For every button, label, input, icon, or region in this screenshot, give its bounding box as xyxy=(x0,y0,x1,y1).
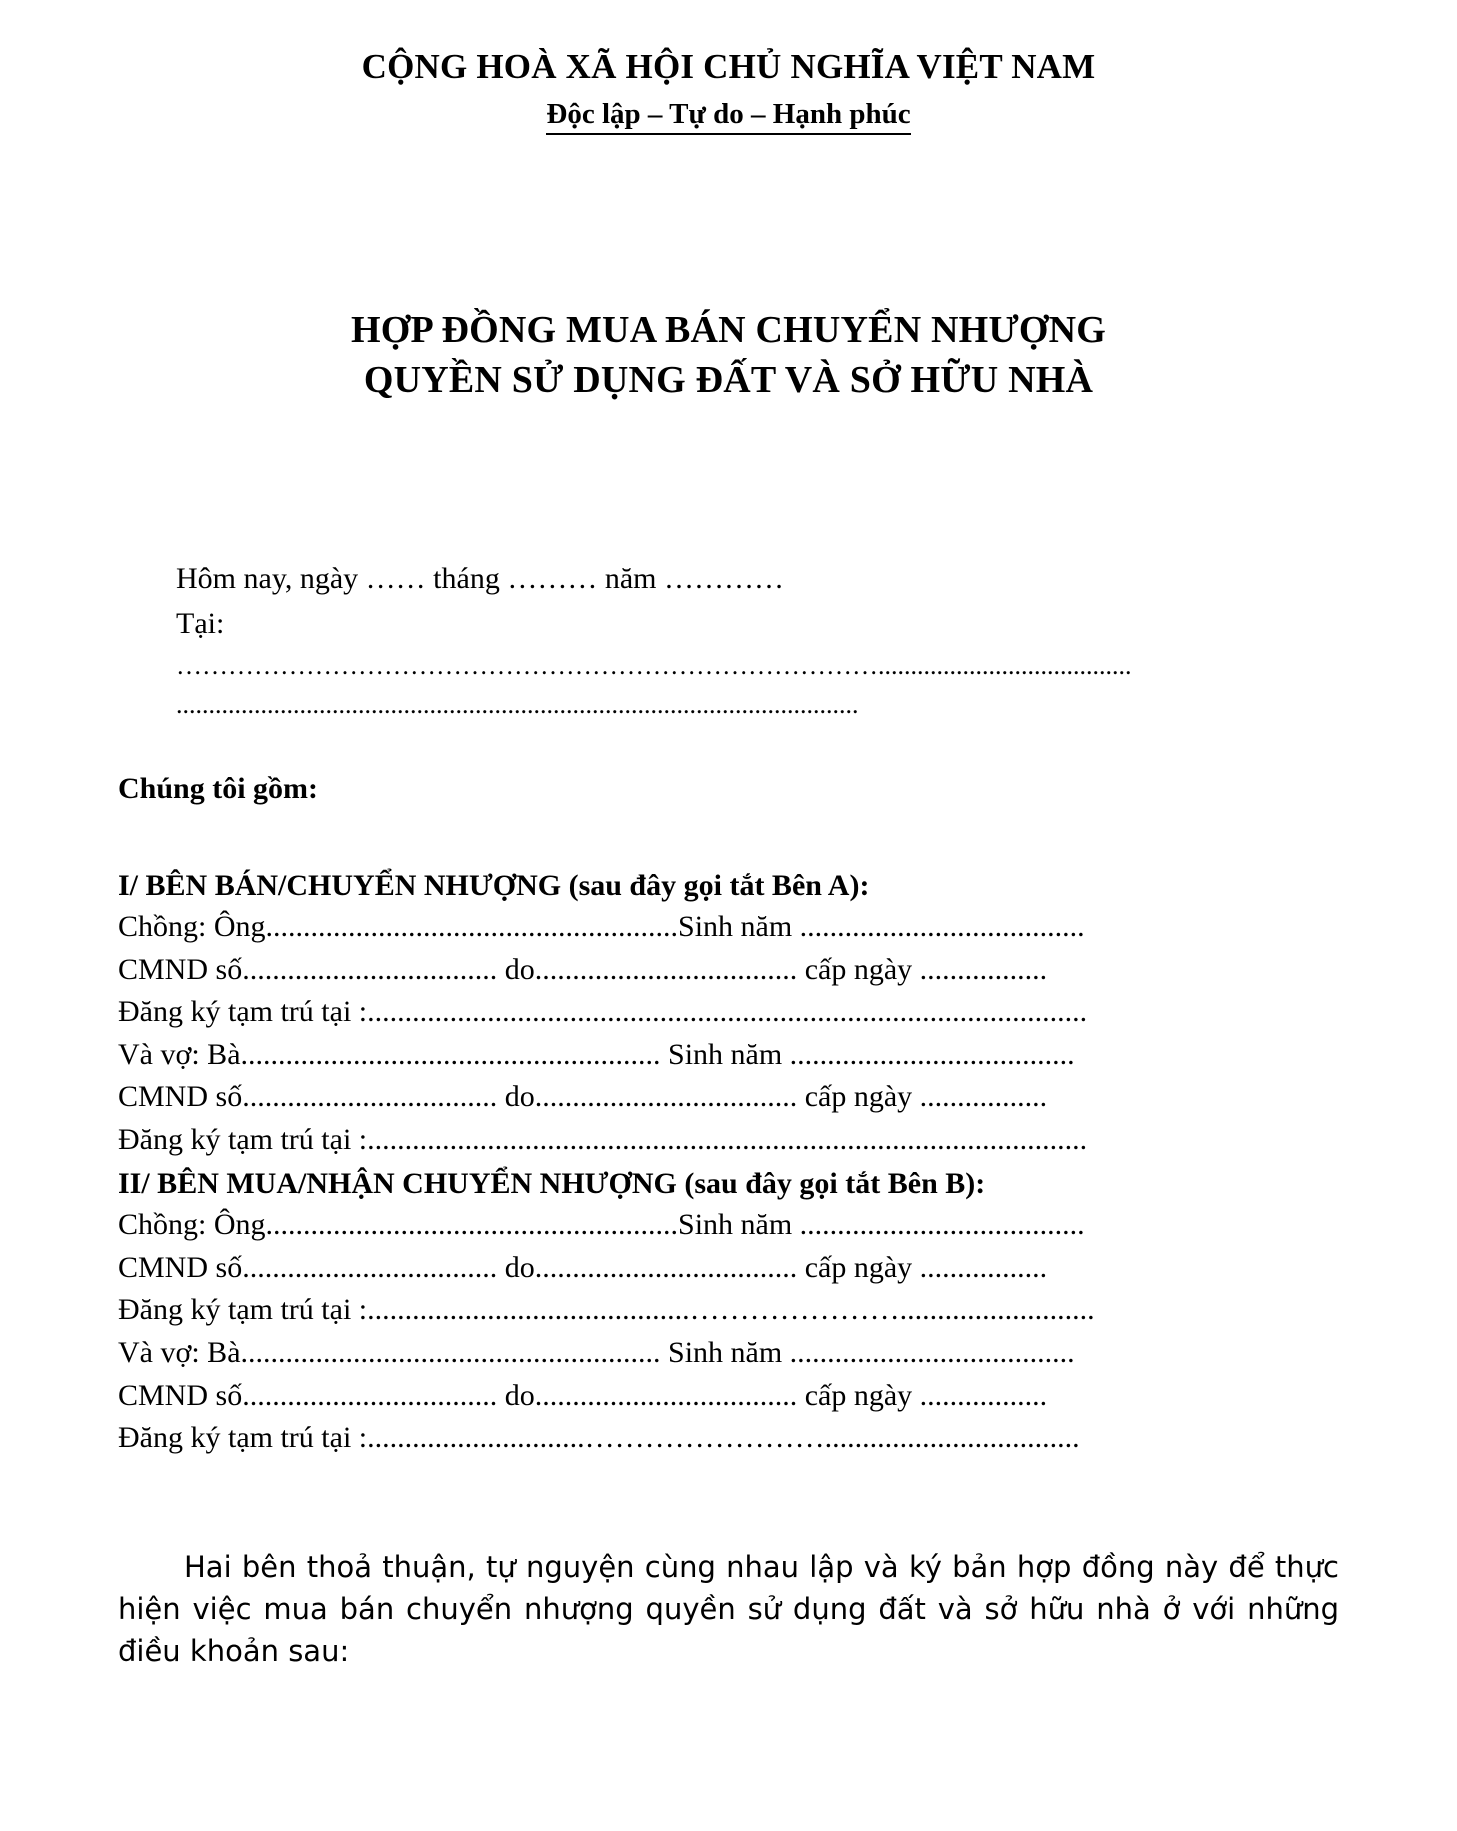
closing-paragraph xyxy=(118,1546,1339,1672)
party-b-wife-line: Và vợ: Bà........................................................ Sinh năm ...................................... xyxy=(118,1335,1075,1369)
national-header xyxy=(118,46,1339,135)
party-a-heading: I/ BÊN BÁN/CHUYỂN NHƯỢNG (sau đây gọi tắt Bên A): xyxy=(118,868,870,902)
we-include-heading: Chúng tôi gồm: xyxy=(118,771,319,805)
intro-date-line: Hôm nay, ngày …… tháng ……… năm ………… xyxy=(176,561,784,595)
party-b-husband-residence-line: Đăng ký tạm trú tại :...........................................………………….......................... xyxy=(118,1293,1095,1327)
intro-place-label: Tại: xyxy=(176,606,225,640)
party-b-husband-line: Chồng: Ông.......................................................Sinh năm ...................................... xyxy=(118,1208,1085,1242)
party-a-section xyxy=(118,866,1339,1162)
national-header-country: CỘNG HOÀ XÃ HỘI CHỦ NGHĨA VIỆT NAM xyxy=(361,47,1096,86)
page-title xyxy=(118,305,1339,405)
party-b-husband-id-line: CMND số.................................. do................................... cấp ngày ................. xyxy=(118,1250,1048,1284)
national-header-motto: Độc lập – Tự do – Hạnh phúc xyxy=(546,96,910,135)
party-a-husband-line: Chồng: Ông.......................................................Sinh năm ...................................... xyxy=(118,910,1085,944)
party-a-wife-residence-line: Đăng ký tạm trú tại :................................................................................................ xyxy=(118,1123,1088,1157)
party-b-wife-id-line: CMND số.................................. do................................... cấp ngày ................. xyxy=(118,1378,1048,1412)
page-title-line-1: HỢP ĐỒNG MUA BÁN CHUYỂN NHƯỢNG xyxy=(350,309,1107,352)
party-b-section xyxy=(118,1164,1339,1460)
intro-blank-line-1: ………………………………………………………………………....................................... xyxy=(176,650,1132,680)
intro-block xyxy=(118,556,1339,724)
page-title-line-2: QUYỀN SỬ DỤNG ĐẤT VÀ SỞ HỮU NHÀ xyxy=(363,359,1094,402)
closing-paragraph-text: Hai bên thoả thuận, tự nguyện cùng nhau lập và ký bản hợp đồng này để thực hiện việc mua bán chuyển nhượng quyền sử dụng đất và sở hữu nhà ở với những điều khoản sau: xyxy=(118,1549,1339,1668)
party-a-husband-residence-line: Đăng ký tạm trú tại :................................................................................................ xyxy=(118,995,1088,1029)
party-a-husband-id-line: CMND số.................................. do................................... cấp ngày ................. xyxy=(118,952,1048,986)
party-a-wife-line: Và vợ: Bà........................................................ Sinh năm ...................................... xyxy=(118,1037,1075,1071)
party-b-heading: II/ BÊN MUA/NHẬN CHUYỂN NHƯỢNG (sau đây gọi tắt Bên B): xyxy=(118,1166,986,1200)
party-a-wife-id-line: CMND số.................................. do................................... cấp ngày ................. xyxy=(118,1080,1048,1114)
intro-blank-line-2: ......................................................................................................... xyxy=(176,689,859,719)
party-b-wife-residence-line: Đăng ký tạm trú tại :.............................…………………….................................. xyxy=(118,1421,1080,1455)
